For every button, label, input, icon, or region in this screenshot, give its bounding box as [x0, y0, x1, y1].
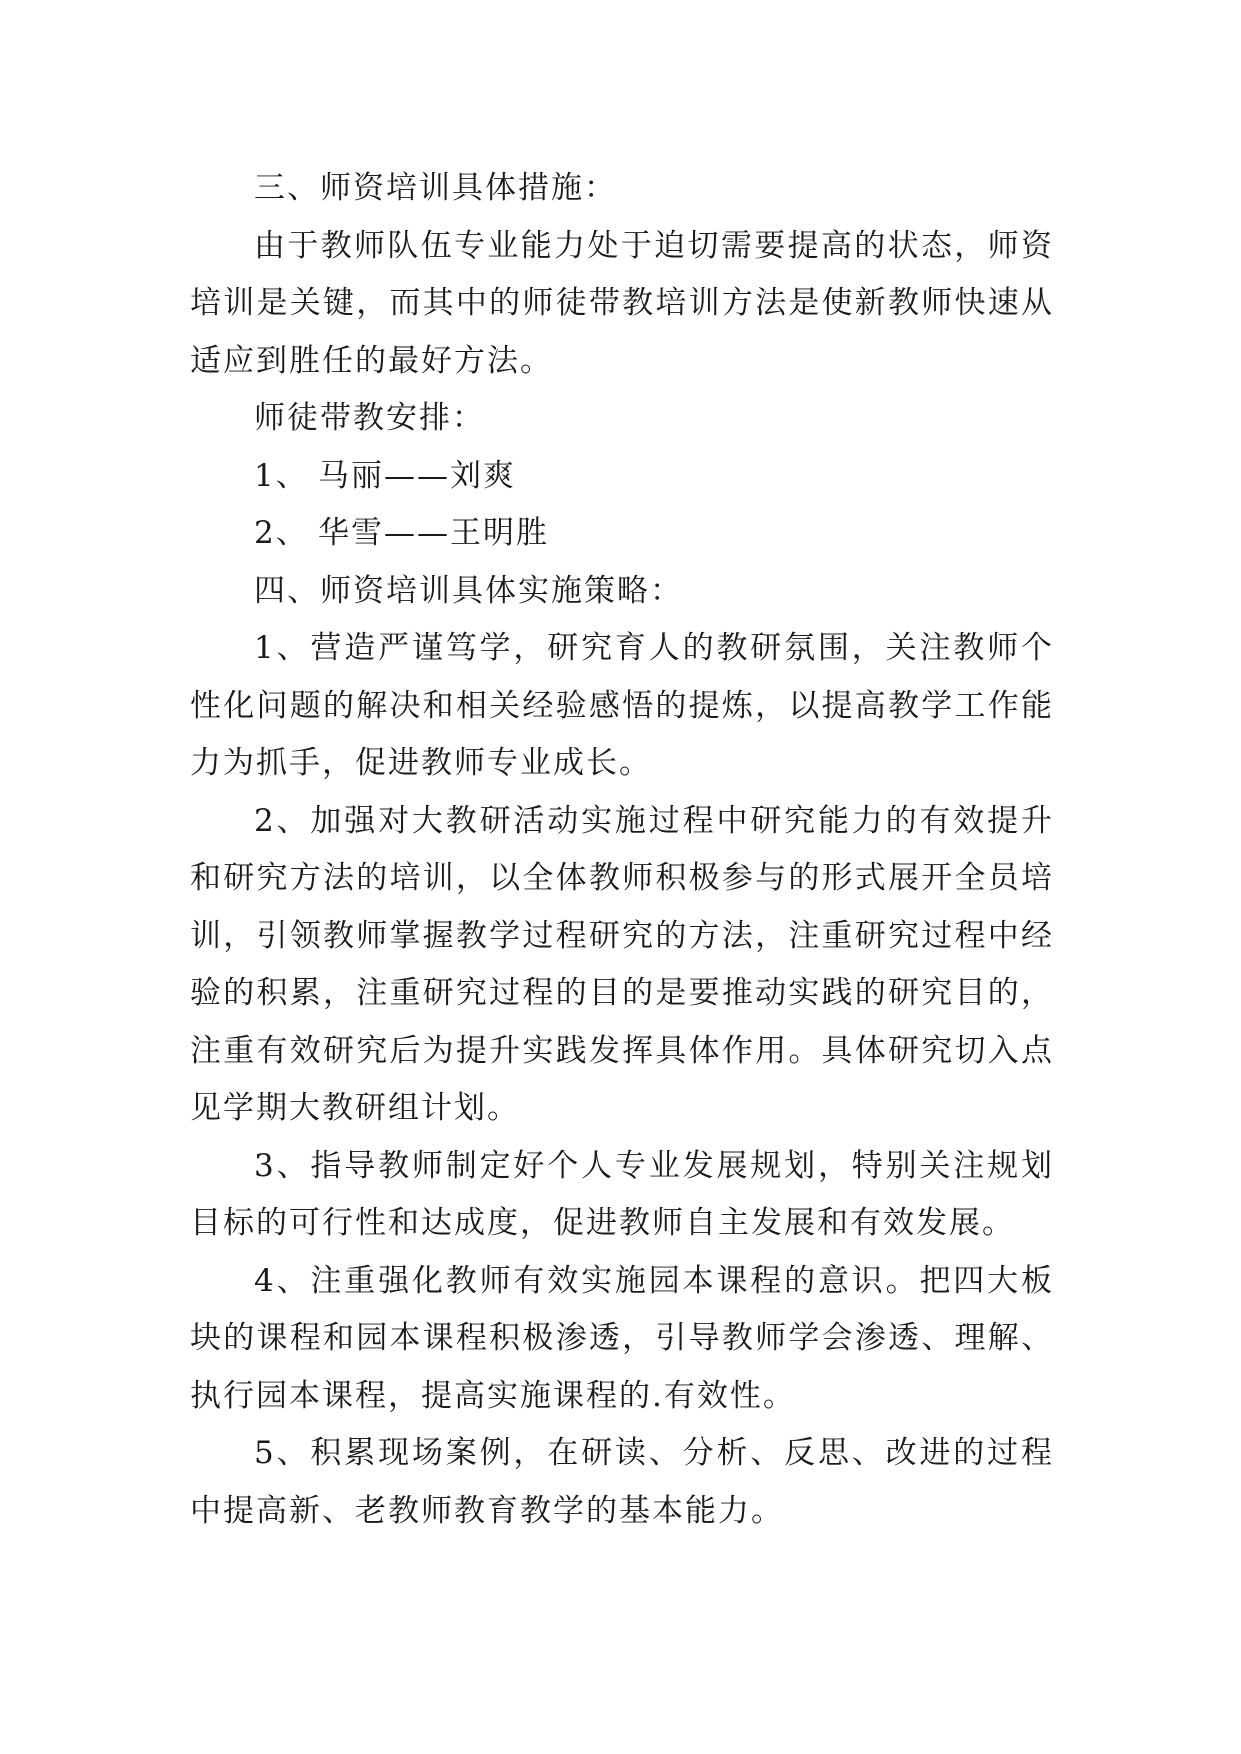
- strategy-paragraph: 3、指导教师制定好个人专业发展规划，特别关注规划目标的可行性和达成度，促进教师自主发展和有效发展。: [190, 1147, 1054, 1241]
- list-number: 2、: [254, 515, 309, 551]
- pair-names: 华雪——王明胜: [318, 515, 549, 551]
- mentorship-pair: [190, 505, 1054, 563]
- mentorship-pair: [190, 448, 1054, 506]
- strategy-paragraph: 4、注重强化教师有效实施园本课程的意识。把四大板块的课程和园本课程积极渗透，引导教师学会渗透、理解、执行园本课程，提高实施课程的.有效性。: [190, 1262, 1054, 1414]
- pair-names: 马丽——刘爽: [318, 457, 516, 494]
- intro-paragraph: 由于教师队伍专业能力处于迫切需要提高的状态，师资培训是关键，而其中的师徒带教培训方法是使新教师快速从适应到胜任的最好方法。: [190, 227, 1054, 379]
- document-page: [190, 160, 1054, 1540]
- strategy-paragraph: 5、积累现场案例，在研读、分析、反思、改进的过程中提高新、老教师教育教学的基本能力。: [190, 1435, 1054, 1529]
- list-number: 1、: [254, 457, 309, 494]
- strategy-paragraph: 1、营造严谨笃学，研究育人的教研氛围，关注教师个性化问题的解决和相关经验感悟的提炼，以提高教学工作能力为抓手，促进教师专业成长。: [190, 630, 1054, 781]
- section-heading-4: 四、师资培训具体实施策略：: [254, 572, 683, 609]
- mentorship-heading: 师徒带教安排：: [254, 400, 485, 436]
- strategy-paragraph: 2、加强对大教研活动实施过程中研究能力的有效提升和研究方法的培训，以全体教师积极参与的形式展开全员培训，引领教师掌握教学过程研究的方法，注重研究过程中经验的积累，注重研究过程的目的是要推动实践的研究目的，注重有效研究后为提升实践发挥具体作用。具体研究切入点见学期大教研组计划。: [190, 802, 1054, 1126]
- section-heading-3: 三、师资培训具体措施：: [254, 170, 617, 206]
